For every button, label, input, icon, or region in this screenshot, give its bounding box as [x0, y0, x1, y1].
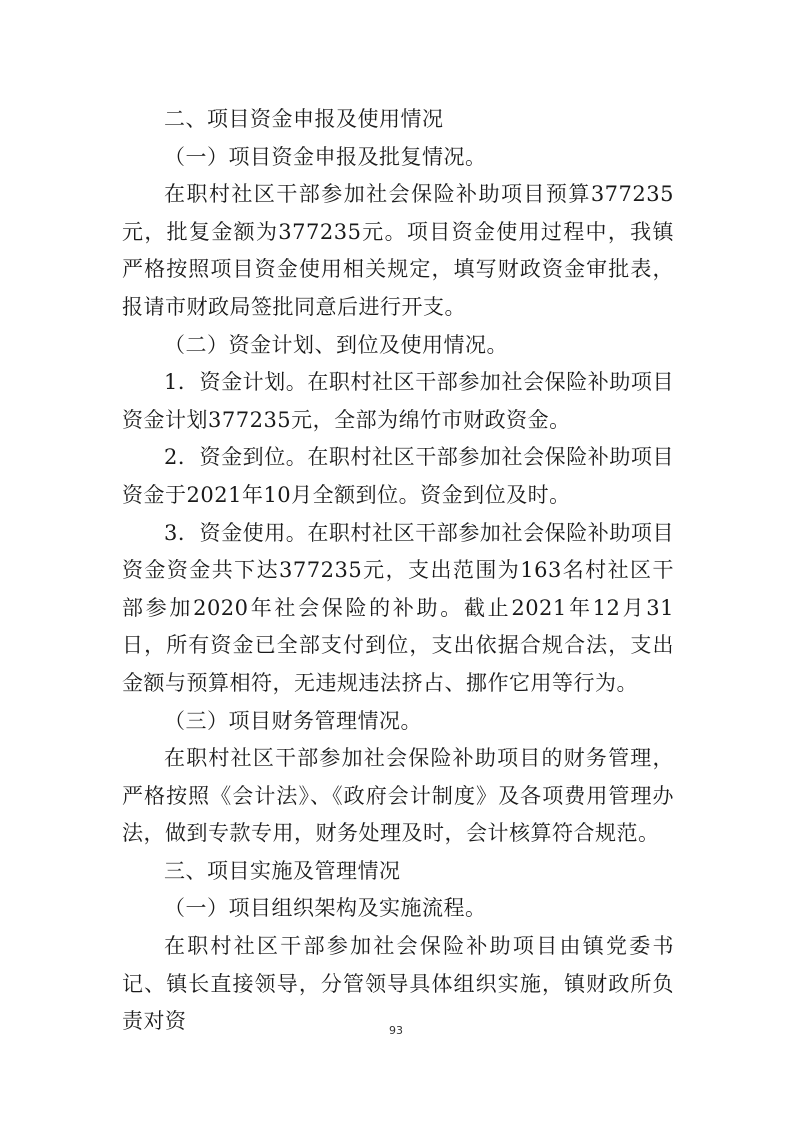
- paragraph-fund-use: 3．资金使用。在职村社区干部参加社会保险补助项目资金资金共下达377235元，支出范围为163名村社区干部参加2020年社会保险的补助。截止2021年12月31日，所有资金已全部支付到位，支出依据合规合法，支出金额与预算相符，无违规违法挤占、挪作它用等行为。: [122, 520, 674, 695]
- subheading-3-1: （一）项目组织架构及实施流程。: [164, 896, 487, 921]
- subheading-2-2: （二）资金计划、到位及使用情况。: [164, 332, 508, 357]
- subheading-2-3: （三）项目财务管理情况。: [164, 708, 422, 733]
- paragraph-financial-management: 在职村社区干部参加社会保险补助项目的财务管理，严格按照《会计法》、《政府会计制度》及各项费用管理办法，做到专款专用，财务处理及时，会计核算符合规范。: [122, 746, 674, 846]
- paragraph-fund-arrival: 2．资金到位。在职村社区干部参加社会保险补助项目资金于2021年10月全额到位。资金到位及时。: [122, 445, 674, 507]
- paragraph-budget: 在职村社区干部参加社会保险补助项目预算377235元，批复金额为377235元。项目资金使用过程中，我镇严格按照项目资金使用相关规定，填写财政资金审批表，报请市财政局签批同意后进行开支。: [122, 182, 674, 319]
- paragraph-fund-plan: 1．资金计划。在职村社区干部参加社会保险补助项目资金计划377235元，全部为绵竹市财政资金。: [122, 370, 674, 432]
- body-text: [122, 101, 674, 1041]
- paragraph-organization: 在职村社区干部参加社会保险补助项目由镇党委书记、镇长直接领导，分管领导具体组织实施，镇财政所负责对资: [122, 934, 674, 1034]
- subheading-2-1: （一）项目资金申报及批复情况。: [164, 144, 487, 169]
- section-heading-3: 三、项目实施及管理情况: [164, 858, 401, 883]
- section-heading-2: 二、项目资金申报及使用情况: [164, 107, 444, 131]
- page-number: 93: [389, 1024, 403, 1037]
